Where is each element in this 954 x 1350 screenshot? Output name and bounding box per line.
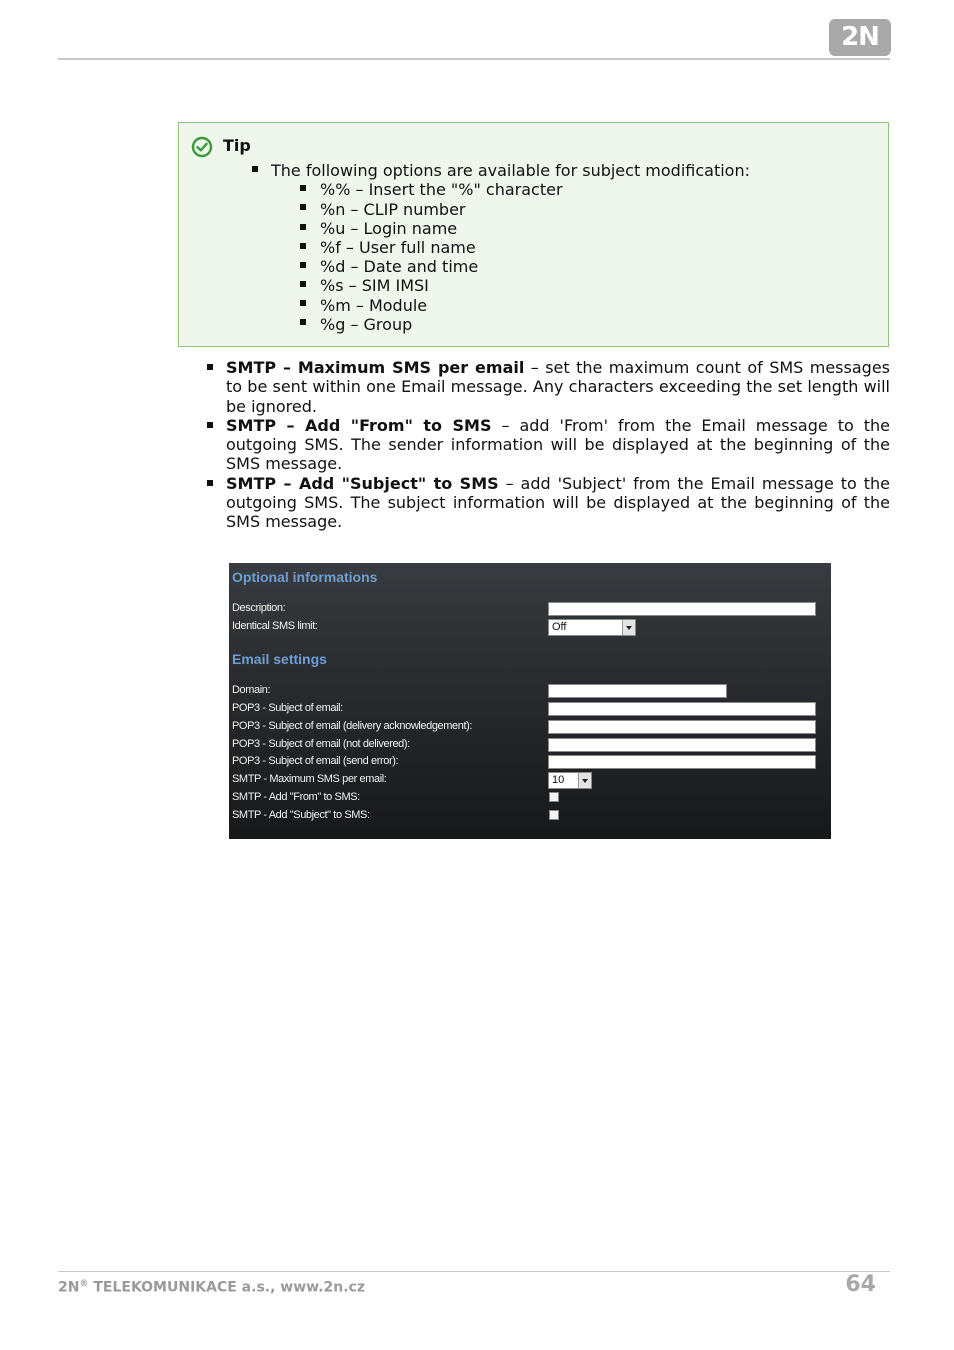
- tip-option: %f – User full name: [320, 238, 476, 257]
- tip-option: %u – Login name: [320, 219, 458, 238]
- bullet: [252, 166, 258, 172]
- smtp-max-sms-label: SMTP - Maximum SMS per email:: [232, 773, 387, 785]
- identical-sms-limit-value: Off: [552, 621, 567, 633]
- pop3-not-delivered-input[interactable]: [548, 738, 816, 752]
- chevron-down-icon[interactable]: [622, 620, 635, 635]
- tip-box: [178, 122, 889, 347]
- pop3-subject-input[interactable]: [548, 702, 816, 716]
- settings-screenshot-panel: [229, 563, 831, 839]
- domain-label: Domain:: [232, 684, 271, 696]
- tip-option: %s – SIM IMSI: [320, 276, 429, 295]
- pop3-subject-label: POP3 - Subject of email:: [232, 702, 343, 714]
- tip-intro: The following options are available for subject modification:: [271, 161, 750, 180]
- settings-description-list: [205, 358, 890, 532]
- pop3-send-error-label: POP3 - Subject of email (send error):: [232, 755, 399, 767]
- footer-company-prefix: 2N: [58, 1279, 80, 1296]
- smtp-max-sms-value: 10: [552, 774, 565, 786]
- item-description: – add 'From' from the Email message to the outgoing SMS. The sender information will be displayed at the beginning of the SMS message.: [226, 415, 891, 474]
- bullet: [300, 204, 306, 210]
- description-input[interactable]: [548, 602, 816, 616]
- identical-sms-limit-label: Identical SMS limit:: [232, 620, 318, 632]
- item-description: – set the maximum count of SMS messages to be sent within one Email message. Any characters exceeding the set length will be ignored.: [226, 358, 890, 416]
- identical-sms-limit-select[interactable]: [548, 619, 636, 636]
- bullet: [207, 480, 213, 486]
- bullet: [300, 224, 306, 230]
- bullet: [300, 300, 306, 306]
- smtp-add-from-label: SMTP - Add "From" to SMS:: [232, 791, 360, 803]
- list-item: [205, 416, 890, 474]
- smtp-add-subject-checkbox[interactable]: [549, 810, 559, 820]
- item-description: – add 'Subject' from the Email message to the outgoing SMS. The subject information will be displayed at the beginning of the SMS message.: [226, 473, 891, 532]
- pop3-not-delivered-label: POP3 - Subject of email (not delivered):: [232, 738, 410, 750]
- list-item: [205, 474, 890, 532]
- tip-option: %g – Group: [320, 315, 413, 334]
- item-term: SMTP – Add "Subject" to SMS: [226, 473, 499, 493]
- bullet: [207, 364, 213, 370]
- smtp-max-sms-select[interactable]: [548, 772, 592, 789]
- bullet: [300, 243, 306, 249]
- header-rule: [58, 58, 890, 60]
- check-circle-icon: [191, 136, 213, 158]
- pop3-delivery-ack-label: POP3 - Subject of email (delivery acknowledgement):: [232, 720, 473, 732]
- tip-option: %n – CLIP number: [320, 200, 466, 219]
- pop3-delivery-ack-input[interactable]: [548, 720, 816, 734]
- list-item: [205, 358, 890, 416]
- domain-input[interactable]: [548, 684, 727, 698]
- smtp-add-from-checkbox[interactable]: [549, 792, 559, 802]
- registered-mark: ®: [79, 1279, 89, 1289]
- tip-option: %d – Date and time: [320, 257, 479, 276]
- footer-rule: [58, 1271, 890, 1272]
- tip-option: %% – Insert the "%" character: [320, 180, 563, 199]
- page-number: 64: [845, 1272, 876, 1297]
- tip-title: Tip: [223, 136, 251, 155]
- bullet: [207, 422, 213, 428]
- footer-company-rest: TELEKOMUNIKACE a.s., www.2n.cz: [88, 1279, 365, 1296]
- description-label: Description:: [232, 602, 286, 614]
- bullet: [300, 262, 306, 268]
- 2n-logo: 2N: [829, 19, 891, 56]
- email-settings-title: Email settings: [232, 651, 327, 667]
- bullet: [300, 319, 306, 325]
- optional-informations-title: Optional informations: [232, 569, 378, 585]
- item-term: SMTP – Maximum SMS per email: [226, 358, 525, 377]
- footer-company: [58, 1279, 365, 1296]
- chevron-down-icon[interactable]: [578, 773, 591, 788]
- pop3-send-error-input[interactable]: [548, 755, 816, 769]
- bullet: [300, 281, 306, 287]
- item-term: SMTP – Add "From" to SMS: [226, 415, 492, 435]
- smtp-add-subject-label: SMTP - Add "Subject" to SMS:: [232, 809, 370, 821]
- tip-option: %m – Module: [320, 296, 428, 315]
- bullet: [300, 185, 306, 191]
